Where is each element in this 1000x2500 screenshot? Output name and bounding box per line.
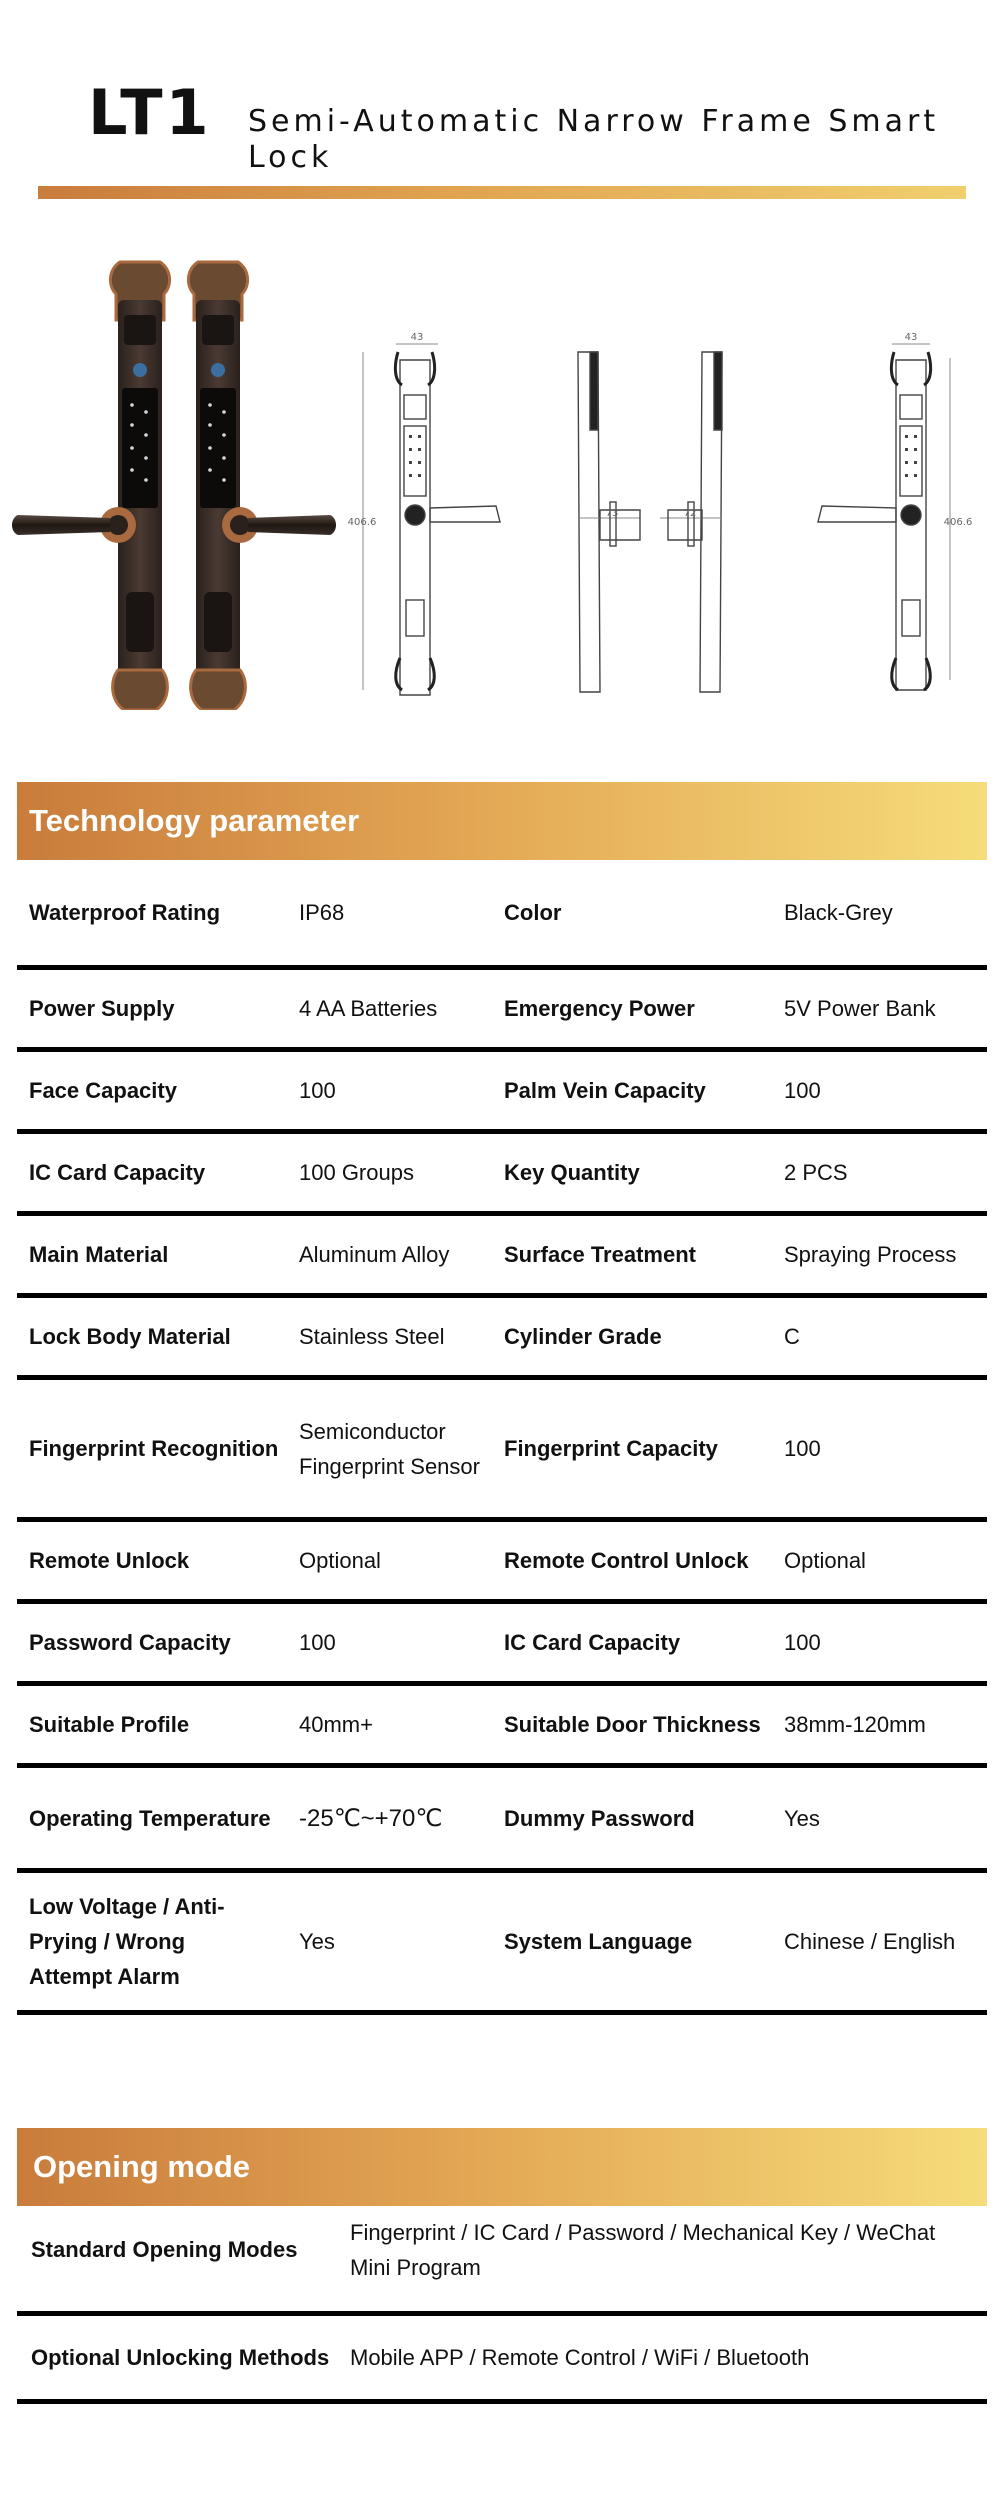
param-value: Optional — [299, 1548, 381, 1573]
side-right-dim: 72 — [683, 508, 697, 519]
param-label: Power Supply — [29, 996, 175, 1021]
param-label: Main Material — [29, 1242, 169, 1267]
param-label: Suitable Door Thickness — [504, 1712, 761, 1737]
param-label: Low Voltage / Anti-Prying / Wrong Attempt Alarm — [29, 1894, 225, 1989]
param-label: Waterproof Rating — [29, 900, 221, 925]
accent-divider — [38, 186, 966, 199]
param-value: -25℃~+70℃ — [299, 1804, 443, 1832]
param-value: Spraying Process — [784, 1242, 957, 1267]
param-value: 38mm-120mm — [784, 1712, 926, 1737]
tech-section-header — [17, 782, 987, 860]
lock-photo-left — [12, 262, 170, 710]
param-value: C — [784, 1324, 800, 1349]
param-label: Password Capacity — [29, 1630, 231, 1655]
param-value: 100 — [784, 1630, 821, 1655]
param-value: IP68 — [299, 900, 345, 925]
param-value: Aluminum Alloy — [299, 1242, 450, 1267]
opening-label: Standard Opening Modes — [31, 2237, 298, 2262]
table-row — [17, 1873, 987, 2015]
table-row — [17, 1380, 987, 1522]
side-left-dim: 73 — [605, 508, 619, 519]
param-label: Color — [504, 900, 562, 925]
param-label: IC Card Capacity — [29, 1160, 206, 1185]
lock-photo-right — [188, 262, 336, 710]
param-value: Yes — [784, 1805, 820, 1831]
table-row — [17, 1134, 987, 1216]
model-name: LT1 — [88, 76, 212, 149]
product-subtitle: Semi-Automatic Narrow Frame Smart Lock — [248, 104, 940, 175]
table-row — [17, 2316, 987, 2404]
drawing-back-view — [818, 344, 950, 690]
opening-section-title: Opening mode — [33, 2149, 250, 2184]
tech-parameter-table — [17, 860, 987, 2015]
param-label: Operating Temperature — [29, 1805, 271, 1831]
table-row — [17, 1768, 987, 1873]
param-value: 5V Power Bank — [784, 996, 936, 1021]
opening-value: Mobile APP / Remote Control / WiFi / Bluetooth — [350, 2345, 810, 2370]
table-row — [17, 1522, 987, 1604]
table-row — [17, 1686, 987, 1768]
param-label: Surface Treatment — [504, 1242, 696, 1267]
param-value: 100 Groups — [299, 1160, 414, 1185]
param-label: Key Quantity — [504, 1160, 640, 1185]
drawing-side-view-right — [660, 352, 722, 692]
tech-section-title: Technology parameter — [29, 803, 360, 838]
param-value: 4 AA Batteries — [299, 996, 438, 1021]
param-value: 100 — [784, 1078, 821, 1103]
param-value: 2 PCS — [784, 1160, 848, 1185]
table-row — [17, 2188, 987, 2316]
table-row — [17, 1052, 987, 1134]
param-value: Chinese / English — [784, 1929, 956, 1954]
param-value: Black-Grey — [784, 900, 893, 925]
table-row — [17, 860, 987, 970]
param-value: 100 — [299, 1630, 336, 1655]
param-label: System Language — [504, 1929, 693, 1954]
param-value: Yes — [299, 1929, 335, 1954]
table-row — [17, 1216, 987, 1298]
product-gallery — [0, 240, 1000, 710]
param-value: Stainless Steel — [299, 1324, 445, 1349]
param-label: Palm Vein Capacity — [504, 1078, 706, 1103]
param-value: 40mm+ — [299, 1712, 373, 1737]
product-illustration — [0, 240, 1000, 710]
table-row — [17, 970, 987, 1052]
param-label: Fingerprint Recognition — [29, 1436, 279, 1461]
param-value: Semiconductor Fingerprint Sensor — [299, 1418, 480, 1479]
param-label: Suitable Profile — [29, 1712, 190, 1737]
drawing-side-view-left — [578, 352, 640, 692]
drawing-front-view — [363, 344, 500, 695]
param-label: Lock Body Material — [29, 1324, 231, 1349]
param-label: Dummy Password — [504, 1805, 695, 1831]
param-label: Emergency Power — [504, 996, 695, 1021]
back-height-dim: 406.6 — [943, 517, 973, 528]
param-value: 100 — [784, 1436, 821, 1461]
param-label: IC Card Capacity — [504, 1630, 681, 1655]
param-label: Face Capacity — [29, 1078, 177, 1103]
param-value: 100 — [299, 1078, 336, 1103]
param-label: Remote Unlock — [29, 1548, 190, 1573]
front-height-dim: 406.6 — [347, 517, 377, 528]
param-label: Cylinder Grade — [504, 1324, 662, 1349]
param-label: Fingerprint Capacity — [504, 1436, 718, 1461]
param-label: Remote Control Unlock — [504, 1548, 749, 1573]
page-header — [0, 0, 1000, 200]
opening-value: Fingerprint / IC Card / Password / Mechanical Key / WeChat Mini Program — [350, 2219, 936, 2280]
param-value: Optional — [784, 1548, 866, 1573]
table-row — [17, 1298, 987, 1380]
opening-label: Optional Unlocking Methods — [31, 2345, 330, 2370]
table-row — [17, 1604, 987, 1686]
front-width-dim: 43 — [410, 332, 424, 343]
opening-mode-table — [17, 2188, 987, 2404]
back-width-dim: 43 — [904, 332, 918, 343]
